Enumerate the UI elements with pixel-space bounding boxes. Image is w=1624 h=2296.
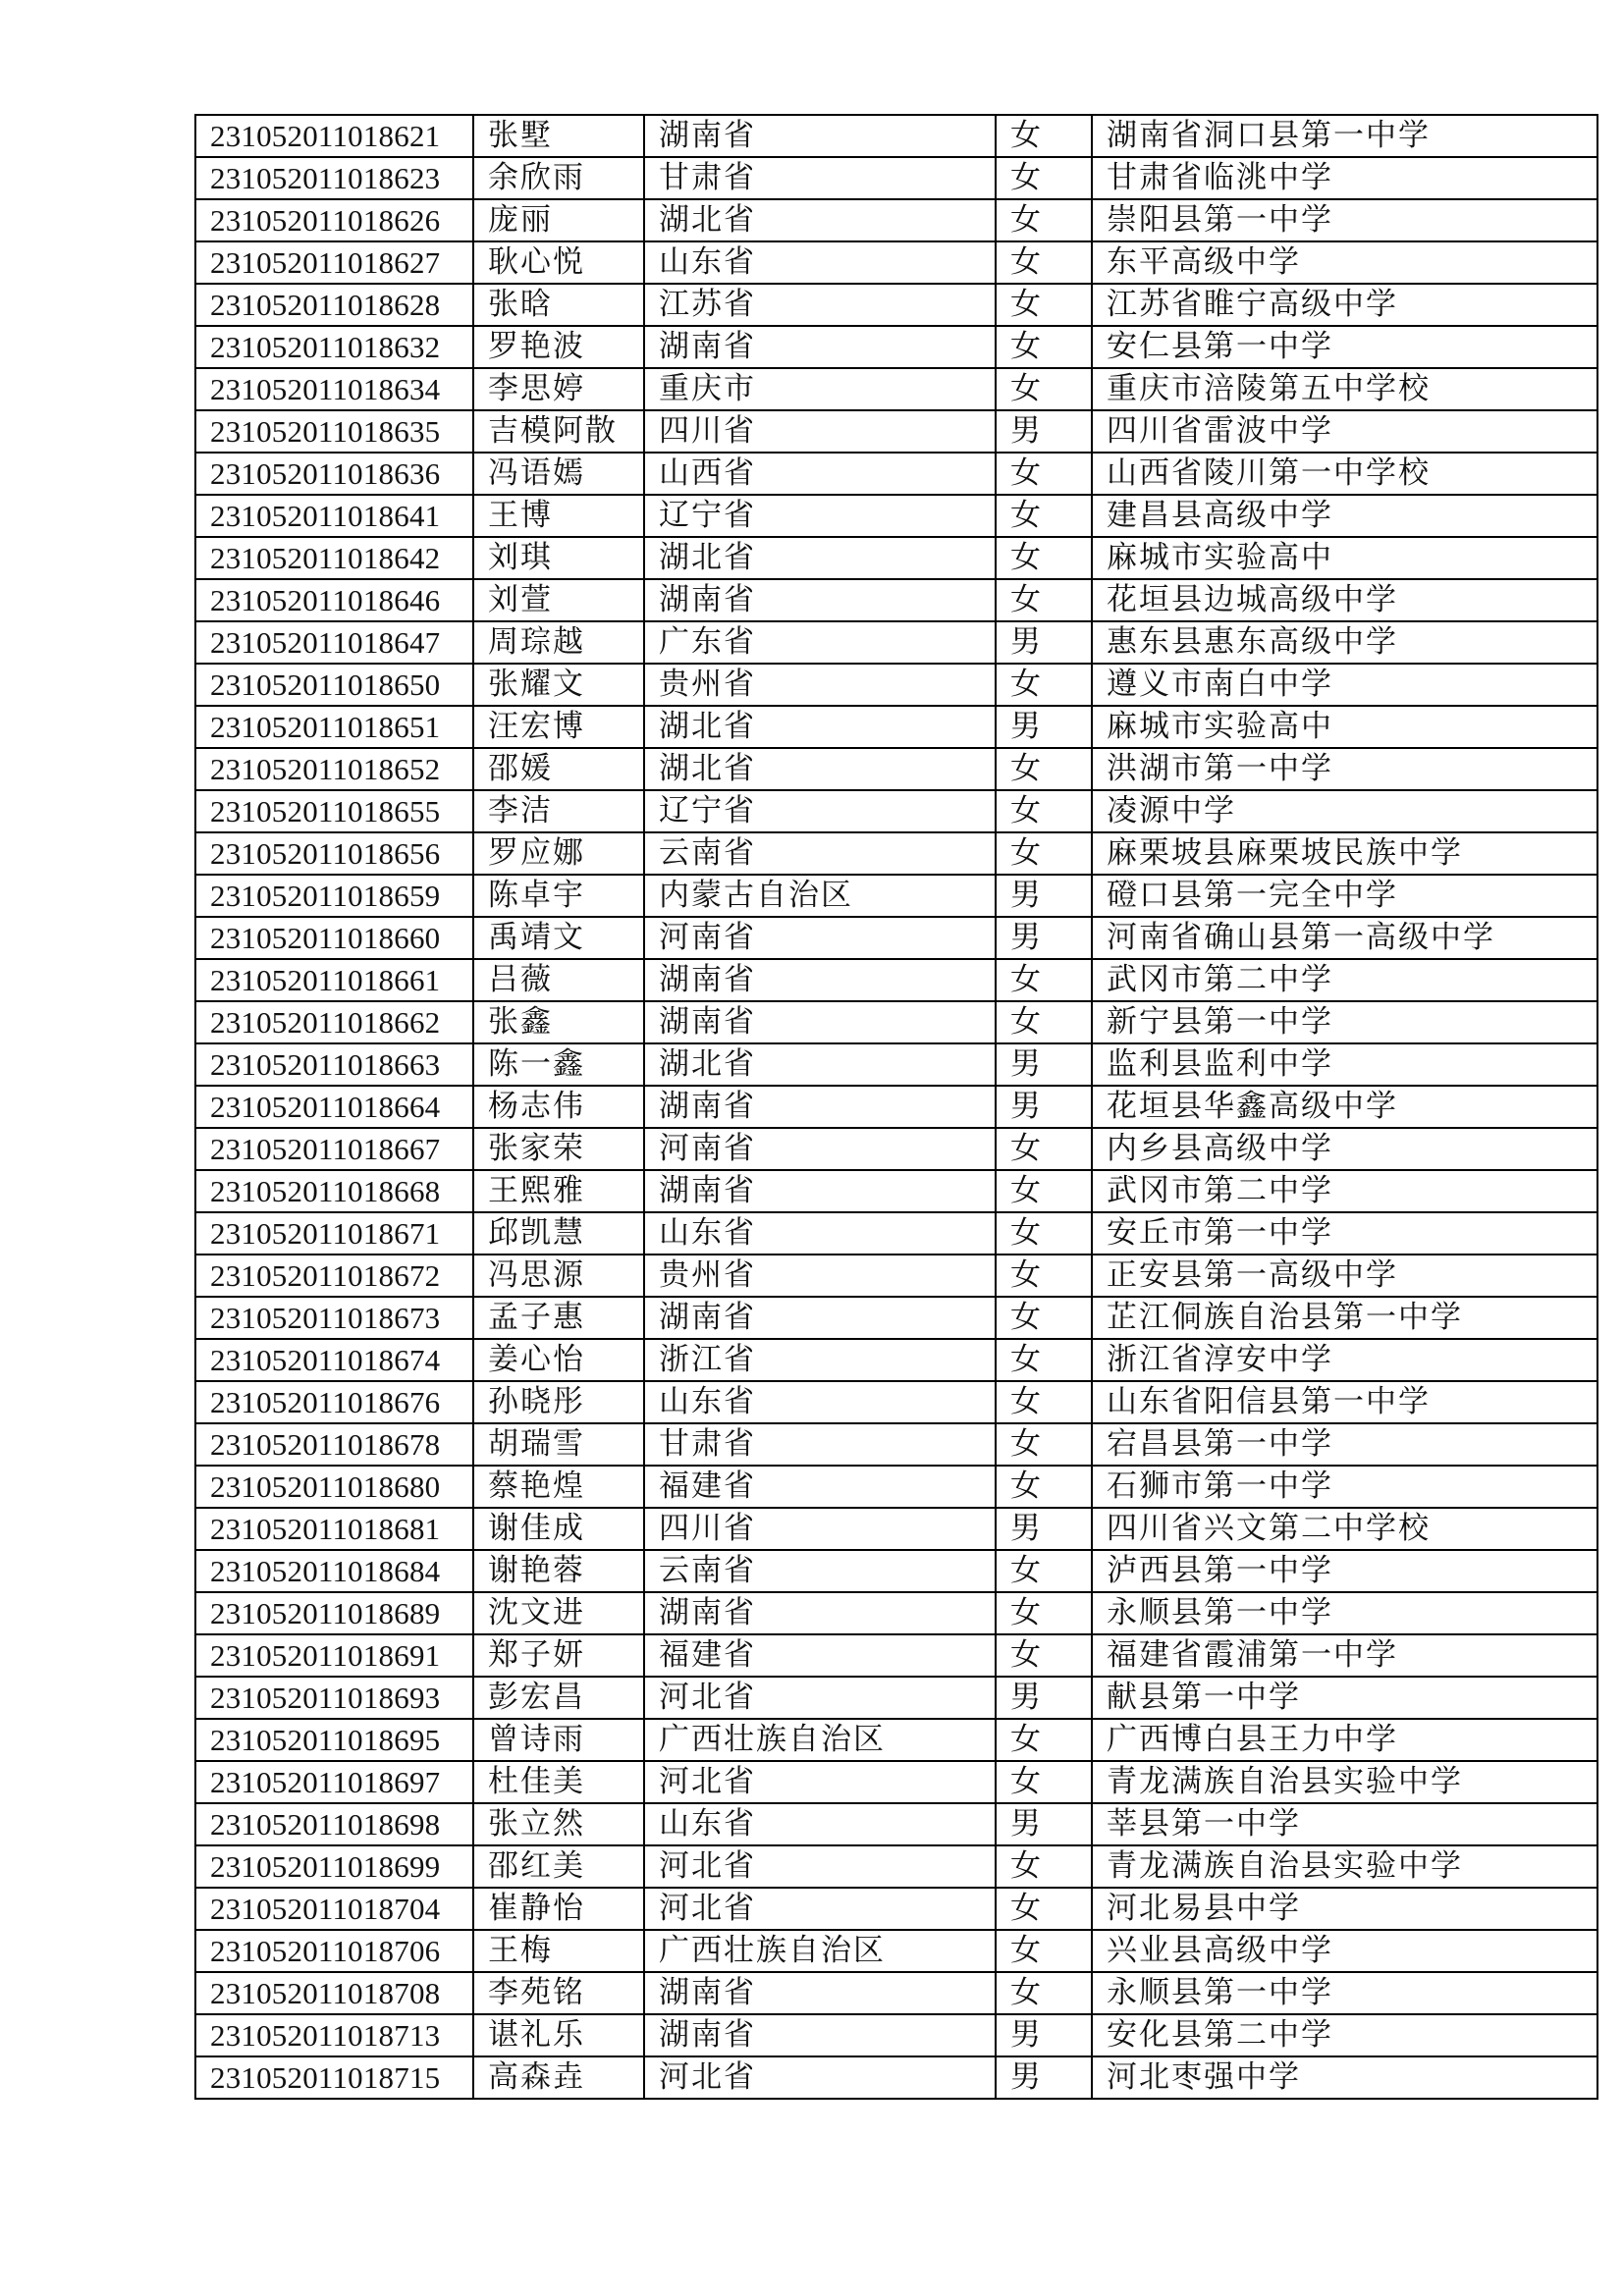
exam-number-cell: 231052011018661 — [195, 959, 473, 1001]
province-cell: 河北省 — [644, 1845, 996, 1888]
student-name-cell: 张鑫 — [473, 1001, 644, 1043]
table-row — [195, 2014, 1597, 2056]
student-name-cell: 吉模阿散 — [473, 410, 644, 453]
exam-number-cell: 231052011018704 — [195, 1888, 473, 1930]
exam-number-cell: 231052011018695 — [195, 1719, 473, 1761]
province-cell: 贵州省 — [644, 664, 996, 706]
province-cell: 甘肃省 — [644, 1423, 996, 1466]
table-row — [195, 875, 1597, 917]
exam-number-cell: 231052011018621 — [195, 115, 473, 157]
student-name-cell: 崔静怡 — [473, 1888, 644, 1930]
gender-cell: 女 — [996, 1930, 1092, 1972]
exam-number-cell: 231052011018715 — [195, 2056, 473, 2099]
table-row — [195, 1634, 1597, 1677]
province-cell: 河北省 — [644, 1677, 996, 1719]
exam-number-cell: 231052011018627 — [195, 241, 473, 284]
province-cell: 湖南省 — [644, 1001, 996, 1043]
gender-cell: 男 — [996, 1508, 1092, 1550]
exam-number-cell: 231052011018662 — [195, 1001, 473, 1043]
gender-cell: 男 — [996, 2056, 1092, 2099]
province-cell: 湖北省 — [644, 748, 996, 790]
student-name-cell: 王熙雅 — [473, 1170, 644, 1212]
student-name-cell: 耿心悦 — [473, 241, 644, 284]
student-name-cell: 张立然 — [473, 1803, 644, 1845]
table-row — [195, 1297, 1597, 1339]
province-cell: 山东省 — [644, 1803, 996, 1845]
table-row — [195, 453, 1597, 495]
school-cell: 惠东县惠东高级中学 — [1092, 621, 1597, 664]
province-cell: 山东省 — [644, 241, 996, 284]
province-cell: 湖南省 — [644, 2014, 996, 2056]
student-name-cell: 邵红美 — [473, 1845, 644, 1888]
student-name-cell: 杨志伟 — [473, 1086, 644, 1128]
school-cell: 石狮市第一中学 — [1092, 1466, 1597, 1508]
table-row — [195, 115, 1597, 157]
table-row — [195, 1423, 1597, 1466]
gender-cell: 女 — [996, 1001, 1092, 1043]
gender-cell: 女 — [996, 1255, 1092, 1297]
student-name-cell: 张耀文 — [473, 664, 644, 706]
province-cell: 贵州省 — [644, 1255, 996, 1297]
table-row — [195, 1128, 1597, 1170]
student-name-cell: 罗应娜 — [473, 832, 644, 875]
school-cell: 献县第一中学 — [1092, 1677, 1597, 1719]
province-cell: 江苏省 — [644, 284, 996, 326]
gender-cell: 女 — [996, 832, 1092, 875]
student-name-cell: 沈文进 — [473, 1592, 644, 1634]
table-row — [195, 748, 1597, 790]
gender-cell: 男 — [996, 1043, 1092, 1086]
province-cell: 湖南省 — [644, 579, 996, 621]
student-name-cell: 陈卓宇 — [473, 875, 644, 917]
province-cell: 湖南省 — [644, 1592, 996, 1634]
table-row — [195, 1508, 1597, 1550]
gender-cell: 男 — [996, 1803, 1092, 1845]
gender-cell: 男 — [996, 1677, 1092, 1719]
table-row — [195, 1170, 1597, 1212]
student-name-cell: 刘萱 — [473, 579, 644, 621]
school-cell: 正安县第一高级中学 — [1092, 1255, 1597, 1297]
student-name-cell: 王博 — [473, 495, 644, 537]
province-cell: 河南省 — [644, 917, 996, 959]
student-name-cell: 禹靖文 — [473, 917, 644, 959]
school-cell: 宕昌县第一中学 — [1092, 1423, 1597, 1466]
table-row — [195, 326, 1597, 368]
gender-cell: 女 — [996, 959, 1092, 1001]
table-row — [195, 621, 1597, 664]
school-cell: 泸西县第一中学 — [1092, 1550, 1597, 1592]
school-cell: 安化县第二中学 — [1092, 2014, 1597, 2056]
student-name-cell: 李苑铭 — [473, 1972, 644, 2014]
exam-number-cell: 231052011018676 — [195, 1381, 473, 1423]
province-cell: 河北省 — [644, 2056, 996, 2099]
table-row — [195, 1972, 1597, 2014]
gender-cell: 女 — [996, 1128, 1092, 1170]
gender-cell: 女 — [996, 1466, 1092, 1508]
table-row — [195, 1803, 1597, 1845]
province-cell: 河北省 — [644, 1888, 996, 1930]
student-name-cell: 张家荣 — [473, 1128, 644, 1170]
gender-cell: 女 — [996, 1212, 1092, 1255]
student-name-cell: 张墅 — [473, 115, 644, 157]
province-cell: 辽宁省 — [644, 790, 996, 832]
student-name-cell: 邱凯慧 — [473, 1212, 644, 1255]
table-row — [195, 157, 1597, 199]
school-cell: 江苏省睢宁高级中学 — [1092, 284, 1597, 326]
table-row — [195, 199, 1597, 241]
table-row — [195, 1466, 1597, 1508]
student-name-cell: 郑子妍 — [473, 1634, 644, 1677]
school-cell: 河北枣强中学 — [1092, 2056, 1597, 2099]
province-cell: 内蒙古自治区 — [644, 875, 996, 917]
student-name-cell: 冯思源 — [473, 1255, 644, 1297]
table-row — [195, 1043, 1597, 1086]
student-name-cell: 吕薇 — [473, 959, 644, 1001]
exam-number-cell: 231052011018673 — [195, 1297, 473, 1339]
province-cell: 湖南省 — [644, 1972, 996, 2014]
school-cell: 永顺县第一中学 — [1092, 1972, 1597, 2014]
student-name-cell: 刘琪 — [473, 537, 644, 579]
table-row — [195, 579, 1597, 621]
gender-cell: 女 — [996, 453, 1092, 495]
exam-number-cell: 231052011018628 — [195, 284, 473, 326]
exam-number-cell: 231052011018691 — [195, 1634, 473, 1677]
exam-number-cell: 231052011018660 — [195, 917, 473, 959]
school-cell: 河北易县中学 — [1092, 1888, 1597, 1930]
exam-number-cell: 231052011018650 — [195, 664, 473, 706]
exam-number-cell: 231052011018659 — [195, 875, 473, 917]
exam-number-cell: 231052011018652 — [195, 748, 473, 790]
province-cell: 福建省 — [644, 1634, 996, 1677]
school-cell: 甘肃省临洮中学 — [1092, 157, 1597, 199]
gender-cell: 女 — [996, 1592, 1092, 1634]
province-cell: 浙江省 — [644, 1339, 996, 1381]
exam-number-cell: 231052011018671 — [195, 1212, 473, 1255]
province-cell: 福建省 — [644, 1466, 996, 1508]
student-name-cell: 邵媛 — [473, 748, 644, 790]
table-row — [195, 917, 1597, 959]
table-row — [195, 1592, 1597, 1634]
table-row — [195, 1086, 1597, 1128]
province-cell: 山东省 — [644, 1381, 996, 1423]
table-row — [195, 368, 1597, 410]
province-cell: 湖北省 — [644, 706, 996, 748]
exam-number-cell: 231052011018635 — [195, 410, 473, 453]
exam-number-cell: 231052011018656 — [195, 832, 473, 875]
gender-cell: 男 — [996, 1086, 1092, 1128]
student-name-cell: 胡瑞雪 — [473, 1423, 644, 1466]
school-cell: 东平高级中学 — [1092, 241, 1597, 284]
school-cell: 监利县监利中学 — [1092, 1043, 1597, 1086]
table-row — [195, 537, 1597, 579]
exam-number-cell: 231052011018684 — [195, 1550, 473, 1592]
gender-cell: 女 — [996, 115, 1092, 157]
exam-number-cell: 231052011018678 — [195, 1423, 473, 1466]
province-cell: 湖南省 — [644, 1297, 996, 1339]
exam-number-cell: 231052011018636 — [195, 453, 473, 495]
exam-number-cell: 231052011018674 — [195, 1339, 473, 1381]
exam-number-cell: 231052011018641 — [195, 495, 473, 537]
school-cell: 芷江侗族自治县第一中学 — [1092, 1297, 1597, 1339]
table-row — [195, 1761, 1597, 1803]
gender-cell: 女 — [996, 748, 1092, 790]
province-cell: 湖南省 — [644, 1086, 996, 1128]
student-name-cell: 谢佳成 — [473, 1508, 644, 1550]
student-name-cell: 高森垚 — [473, 2056, 644, 2099]
gender-cell: 女 — [996, 326, 1092, 368]
exam-number-cell: 231052011018697 — [195, 1761, 473, 1803]
student-name-cell: 周琮越 — [473, 621, 644, 664]
school-cell: 四川省雷波中学 — [1092, 410, 1597, 453]
school-cell: 兴业县高级中学 — [1092, 1930, 1597, 1972]
province-cell: 四川省 — [644, 410, 996, 453]
gender-cell: 女 — [996, 1761, 1092, 1803]
school-cell: 山西省陵川第一中学校 — [1092, 453, 1597, 495]
admission-roster-table — [194, 114, 1598, 2100]
province-cell: 广东省 — [644, 621, 996, 664]
school-cell: 青龙满族自治县实验中学 — [1092, 1761, 1597, 1803]
province-cell: 湖北省 — [644, 199, 996, 241]
roster-body — [195, 115, 1597, 2099]
exam-number-cell: 231052011018642 — [195, 537, 473, 579]
school-cell: 山东省阳信县第一中学 — [1092, 1381, 1597, 1423]
table-row — [195, 241, 1597, 284]
gender-cell: 女 — [996, 790, 1092, 832]
student-name-cell: 谌礼乐 — [473, 2014, 644, 2056]
school-cell: 安仁县第一中学 — [1092, 326, 1597, 368]
student-name-cell: 余欣雨 — [473, 157, 644, 199]
province-cell: 山东省 — [644, 1212, 996, 1255]
school-cell: 崇阳县第一中学 — [1092, 199, 1597, 241]
gender-cell: 女 — [996, 1845, 1092, 1888]
student-name-cell: 李洁 — [473, 790, 644, 832]
province-cell: 湖南省 — [644, 115, 996, 157]
province-cell: 河北省 — [644, 1761, 996, 1803]
school-cell: 建昌县高级中学 — [1092, 495, 1597, 537]
school-cell: 重庆市涪陵第五中学校 — [1092, 368, 1597, 410]
student-name-cell: 孙晓彤 — [473, 1381, 644, 1423]
gender-cell: 男 — [996, 2014, 1092, 2056]
school-cell: 麻城市实验高中 — [1092, 706, 1597, 748]
province-cell: 重庆市 — [644, 368, 996, 410]
gender-cell: 女 — [996, 1634, 1092, 1677]
province-cell: 湖南省 — [644, 1170, 996, 1212]
student-name-cell: 陈一鑫 — [473, 1043, 644, 1086]
gender-cell: 男 — [996, 621, 1092, 664]
exam-number-cell: 231052011018681 — [195, 1508, 473, 1550]
gender-cell: 女 — [996, 157, 1092, 199]
table-row — [195, 1719, 1597, 1761]
school-cell: 湖南省洞口县第一中学 — [1092, 115, 1597, 157]
gender-cell: 男 — [996, 875, 1092, 917]
school-cell: 花垣县华鑫高级中学 — [1092, 1086, 1597, 1128]
school-cell: 河南省确山县第一高级中学 — [1092, 917, 1597, 959]
gender-cell: 女 — [996, 1550, 1092, 1592]
exam-number-cell: 231052011018651 — [195, 706, 473, 748]
exam-number-cell: 231052011018632 — [195, 326, 473, 368]
gender-cell: 男 — [996, 706, 1092, 748]
table-row — [195, 1677, 1597, 1719]
table-row — [195, 1001, 1597, 1043]
table-row — [195, 790, 1597, 832]
table-row — [195, 1845, 1597, 1888]
school-cell: 武冈市第二中学 — [1092, 959, 1597, 1001]
province-cell: 湖北省 — [644, 537, 996, 579]
province-cell: 广西壮族自治区 — [644, 1719, 996, 1761]
school-cell: 磴口县第一完全中学 — [1092, 875, 1597, 917]
student-name-cell: 孟子惠 — [473, 1297, 644, 1339]
gender-cell: 女 — [996, 1888, 1092, 1930]
exam-number-cell: 231052011018647 — [195, 621, 473, 664]
school-cell: 麻栗坡县麻栗坡民族中学 — [1092, 832, 1597, 875]
school-cell: 四川省兴文第二中学校 — [1092, 1508, 1597, 1550]
student-name-cell: 谢艳蓉 — [473, 1550, 644, 1592]
student-name-cell: 杜佳美 — [473, 1761, 644, 1803]
gender-cell: 女 — [996, 664, 1092, 706]
gender-cell: 女 — [996, 1339, 1092, 1381]
table-row — [195, 495, 1597, 537]
exam-number-cell: 231052011018672 — [195, 1255, 473, 1297]
exam-number-cell: 231052011018655 — [195, 790, 473, 832]
exam-number-cell: 231052011018708 — [195, 1972, 473, 2014]
exam-number-cell: 231052011018680 — [195, 1466, 473, 1508]
exam-number-cell: 231052011018663 — [195, 1043, 473, 1086]
school-cell: 凌源中学 — [1092, 790, 1597, 832]
gender-cell: 女 — [996, 284, 1092, 326]
gender-cell: 女 — [996, 495, 1092, 537]
student-name-cell: 王梅 — [473, 1930, 644, 1972]
exam-number-cell: 231052011018623 — [195, 157, 473, 199]
school-cell: 遵义市南白中学 — [1092, 664, 1597, 706]
province-cell: 湖南省 — [644, 326, 996, 368]
table-row — [195, 1339, 1597, 1381]
province-cell: 辽宁省 — [644, 495, 996, 537]
gender-cell: 男 — [996, 917, 1092, 959]
gender-cell: 女 — [996, 1297, 1092, 1339]
table-row — [195, 832, 1597, 875]
school-cell: 新宁县第一中学 — [1092, 1001, 1597, 1043]
province-cell: 云南省 — [644, 1550, 996, 1592]
table-row — [195, 2056, 1597, 2099]
student-name-cell: 冯语嫣 — [473, 453, 644, 495]
table-row — [195, 1550, 1597, 1592]
gender-cell: 女 — [996, 1423, 1092, 1466]
province-cell: 四川省 — [644, 1508, 996, 1550]
student-name-cell: 蔡艳煌 — [473, 1466, 644, 1508]
exam-number-cell: 231052011018713 — [195, 2014, 473, 2056]
student-name-cell: 李思婷 — [473, 368, 644, 410]
school-cell: 青龙满族自治县实验中学 — [1092, 1845, 1597, 1888]
school-cell: 安丘市第一中学 — [1092, 1212, 1597, 1255]
school-cell: 广西博白县王力中学 — [1092, 1719, 1597, 1761]
student-name-cell: 罗艳波 — [473, 326, 644, 368]
exam-number-cell: 231052011018667 — [195, 1128, 473, 1170]
student-name-cell: 彭宏昌 — [473, 1677, 644, 1719]
gender-cell: 女 — [996, 1972, 1092, 2014]
table-row — [195, 1930, 1597, 1972]
exam-number-cell: 231052011018646 — [195, 579, 473, 621]
exam-number-cell: 231052011018699 — [195, 1845, 473, 1888]
table-row — [195, 706, 1597, 748]
table-row — [195, 1212, 1597, 1255]
school-cell: 洪湖市第一中学 — [1092, 748, 1597, 790]
table-row — [195, 959, 1597, 1001]
exam-number-cell: 231052011018626 — [195, 199, 473, 241]
student-name-cell: 庞丽 — [473, 199, 644, 241]
gender-cell: 女 — [996, 1381, 1092, 1423]
gender-cell: 女 — [996, 199, 1092, 241]
table-row — [195, 284, 1597, 326]
province-cell: 湖南省 — [644, 959, 996, 1001]
table-row — [195, 1888, 1597, 1930]
school-cell: 莘县第一中学 — [1092, 1803, 1597, 1845]
table-row — [195, 664, 1597, 706]
gender-cell: 女 — [996, 1719, 1092, 1761]
province-cell: 广西壮族自治区 — [644, 1930, 996, 1972]
school-cell: 武冈市第二中学 — [1092, 1170, 1597, 1212]
table-row — [195, 410, 1597, 453]
student-name-cell: 曾诗雨 — [473, 1719, 644, 1761]
exam-number-cell: 231052011018706 — [195, 1930, 473, 1972]
gender-cell: 女 — [996, 579, 1092, 621]
province-cell: 河南省 — [644, 1128, 996, 1170]
gender-cell: 女 — [996, 241, 1092, 284]
exam-number-cell: 231052011018689 — [195, 1592, 473, 1634]
school-cell: 花垣县边城高级中学 — [1092, 579, 1597, 621]
exam-number-cell: 231052011018634 — [195, 368, 473, 410]
gender-cell: 男 — [996, 410, 1092, 453]
province-cell: 湖北省 — [644, 1043, 996, 1086]
school-cell: 永顺县第一中学 — [1092, 1592, 1597, 1634]
exam-number-cell: 231052011018664 — [195, 1086, 473, 1128]
school-cell: 麻城市实验高中 — [1092, 537, 1597, 579]
province-cell: 云南省 — [644, 832, 996, 875]
table-row — [195, 1255, 1597, 1297]
school-cell: 内乡县高级中学 — [1092, 1128, 1597, 1170]
exam-number-cell: 231052011018693 — [195, 1677, 473, 1719]
gender-cell: 女 — [996, 537, 1092, 579]
school-cell: 浙江省淳安中学 — [1092, 1339, 1597, 1381]
gender-cell: 女 — [996, 368, 1092, 410]
exam-number-cell: 231052011018698 — [195, 1803, 473, 1845]
exam-number-cell: 231052011018668 — [195, 1170, 473, 1212]
student-name-cell: 姜心怡 — [473, 1339, 644, 1381]
school-cell: 福建省霞浦第一中学 — [1092, 1634, 1597, 1677]
table-row — [195, 1381, 1597, 1423]
gender-cell: 女 — [996, 1170, 1092, 1212]
province-cell: 山西省 — [644, 453, 996, 495]
student-name-cell: 张晗 — [473, 284, 644, 326]
province-cell: 甘肃省 — [644, 157, 996, 199]
student-name-cell: 汪宏博 — [473, 706, 644, 748]
